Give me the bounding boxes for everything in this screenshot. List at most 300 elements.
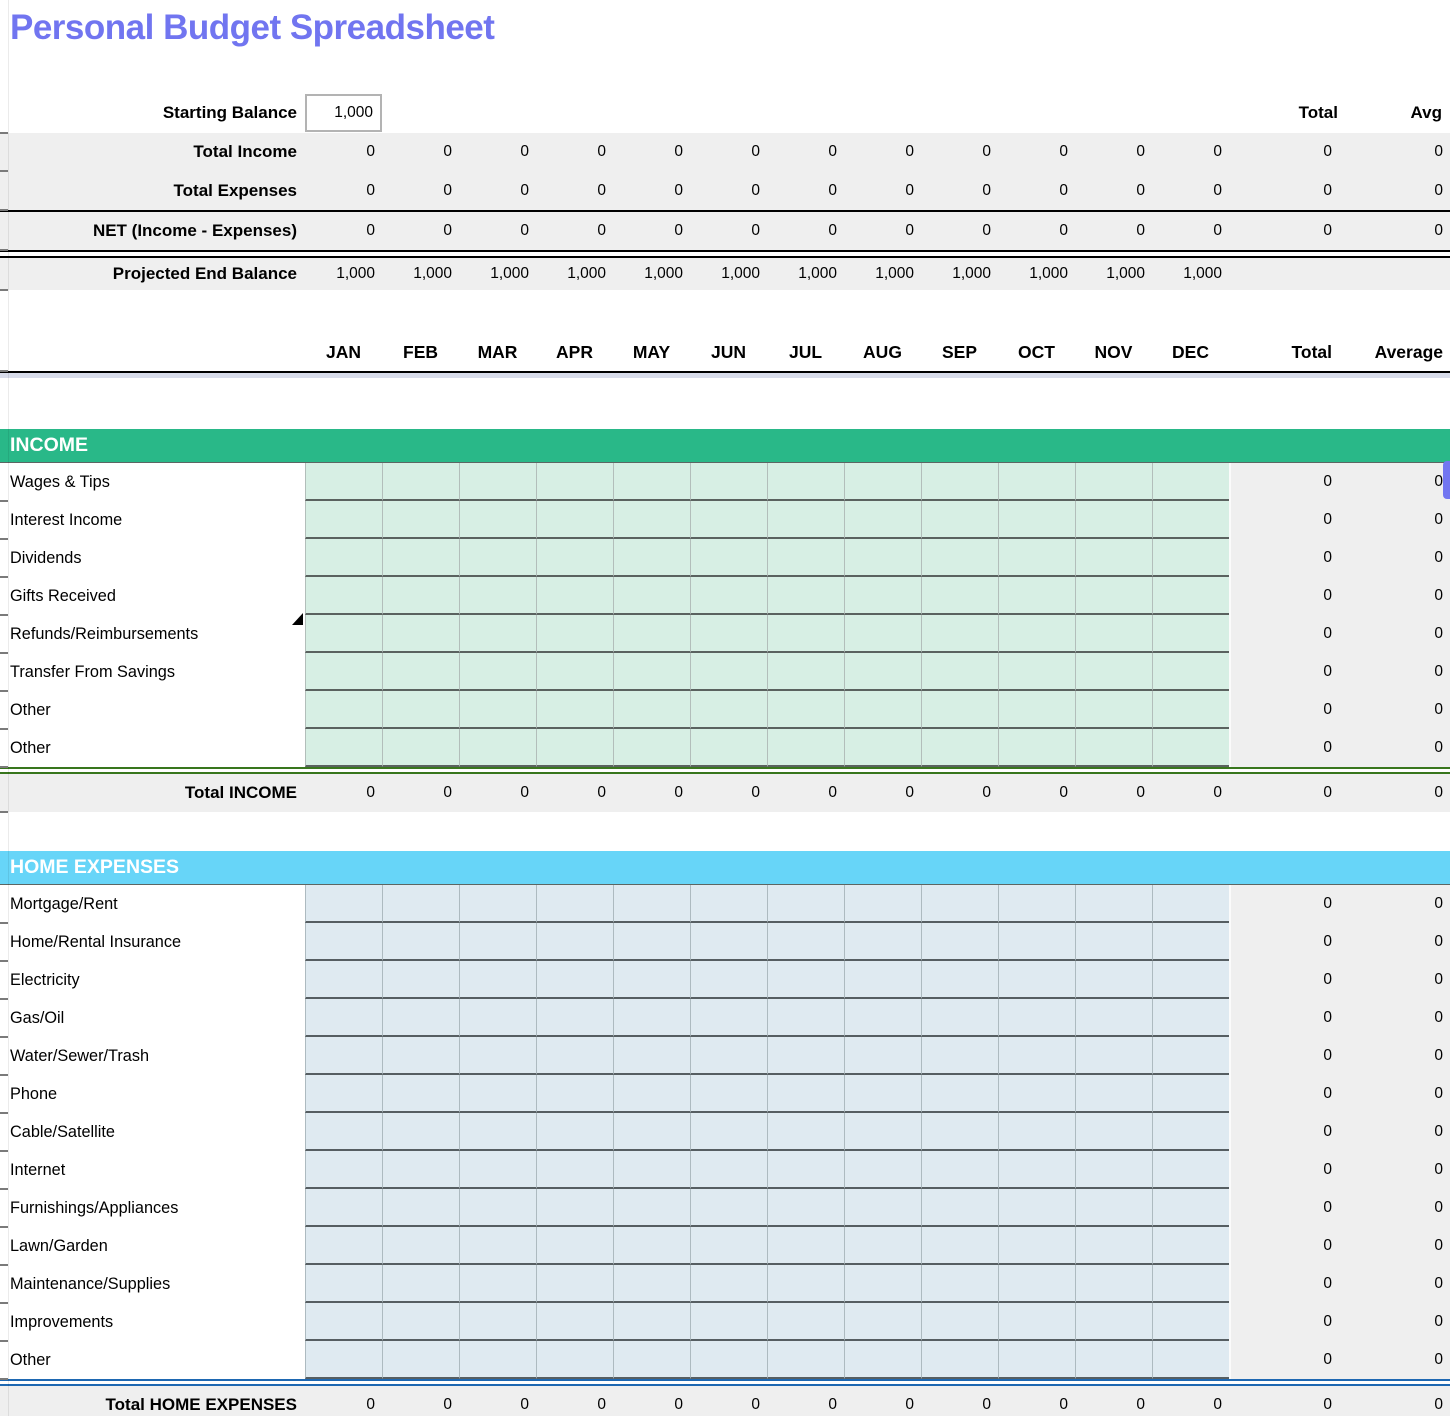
total-expenses-value-jun[interactable]: 0 xyxy=(751,181,760,199)
income-row-5-cell-mar[interactable] xyxy=(459,653,536,691)
total-expenses-value-mar[interactable]: 0 xyxy=(520,181,529,199)
income-row-1-cell-dec[interactable] xyxy=(1152,501,1229,539)
home-row-4-cell-sep[interactable] xyxy=(921,1037,998,1075)
income-row-0-label[interactable]: Wages & Tips xyxy=(0,463,305,501)
income-row-6-cell-nov[interactable] xyxy=(1075,691,1152,729)
home-row-11-cell-dec[interactable] xyxy=(1152,1303,1229,1341)
home-row-8-cell-jan[interactable] xyxy=(305,1189,382,1227)
home-row-7-cell-apr[interactable] xyxy=(536,1151,613,1189)
income-row-7-label[interactable]: Other xyxy=(0,729,305,767)
income-row-2-cell-jan[interactable] xyxy=(305,539,382,577)
home-row-2-cell-sep[interactable] xyxy=(921,961,998,999)
home-row-1-cell-sep[interactable] xyxy=(921,923,998,961)
home-row-2-cell-feb[interactable] xyxy=(382,961,459,999)
home-row-5-label[interactable]: Phone xyxy=(0,1075,305,1113)
income-row-4-label[interactable]: Refunds/Reimbursements xyxy=(0,615,305,653)
home-row-3-cell-may[interactable] xyxy=(613,999,690,1037)
home-row-3-label[interactable]: Gas/Oil xyxy=(0,999,305,1037)
home-row-3-cell-jan[interactable] xyxy=(305,999,382,1037)
net-value-jun[interactable]: 0 xyxy=(751,222,760,239)
home-row-4-cell-dec[interactable] xyxy=(1152,1037,1229,1075)
home-row-2-label[interactable]: Electricity xyxy=(0,961,305,999)
income-total-apr[interactable]: 0 xyxy=(597,784,606,801)
home-row-9-cell-apr[interactable] xyxy=(536,1227,613,1265)
income-row-4-cell-apr[interactable] xyxy=(536,615,613,653)
total-expenses-value-may[interactable]: 0 xyxy=(674,181,683,199)
home-row-7-cell-jan[interactable] xyxy=(305,1151,382,1189)
income-row-2-cell-dec[interactable] xyxy=(1152,539,1229,577)
income-row-5-cell-apr[interactable] xyxy=(536,653,613,691)
income-row-6-avg[interactable]: 0 xyxy=(1346,691,1450,729)
home-row-6-cell-jun[interactable] xyxy=(690,1113,767,1151)
home-row-12-cell-nov[interactable] xyxy=(1075,1341,1152,1379)
income-total-may[interactable]: 0 xyxy=(674,784,683,801)
net-value-may[interactable]: 0 xyxy=(674,222,683,239)
income-row-3-cell-oct[interactable] xyxy=(998,577,1075,615)
home-row-12-label[interactable]: Other xyxy=(0,1341,305,1379)
home-total-oct[interactable]: 0 xyxy=(1059,1396,1068,1413)
total-expenses-avg[interactable]: 0 xyxy=(1434,181,1443,199)
home-row-9-cell-dec[interactable] xyxy=(1152,1227,1229,1265)
income-total-dec[interactable]: 0 xyxy=(1213,784,1222,801)
home-row-1-cell-nov[interactable] xyxy=(1075,923,1152,961)
total-expenses-value-oct[interactable]: 0 xyxy=(1059,181,1068,199)
total-expenses-value-dec[interactable]: 0 xyxy=(1213,181,1222,199)
home-row-5-total[interactable]: 0 xyxy=(1229,1075,1346,1113)
income-row-7-cell-dec[interactable] xyxy=(1152,729,1229,767)
income-row-5-cell-feb[interactable] xyxy=(382,653,459,691)
home-total-jul[interactable]: 0 xyxy=(828,1396,837,1413)
income-row-7-cell-jul[interactable] xyxy=(767,729,844,767)
projected-end-balance-value-may[interactable]: 1,000 xyxy=(644,265,683,282)
home-row-8-cell-feb[interactable] xyxy=(382,1189,459,1227)
total-income-value-jan[interactable]: 0 xyxy=(366,143,375,160)
income-row-6-cell-apr[interactable] xyxy=(536,691,613,729)
home-row-11-cell-feb[interactable] xyxy=(382,1303,459,1341)
income-row-2-cell-jul[interactable] xyxy=(767,539,844,577)
income-row-2-cell-sep[interactable] xyxy=(921,539,998,577)
income-row-1-cell-jun[interactable] xyxy=(690,501,767,539)
income-row-3-cell-apr[interactable] xyxy=(536,577,613,615)
home-total-jan[interactable]: 0 xyxy=(366,1396,375,1413)
income-row-0-total[interactable]: 0 xyxy=(1229,463,1346,501)
income-total-jul[interactable]: 0 xyxy=(828,784,837,801)
home-row-7-cell-nov[interactable] xyxy=(1075,1151,1152,1189)
income-row-7-cell-feb[interactable] xyxy=(382,729,459,767)
home-row-1-total[interactable]: 0 xyxy=(1229,923,1346,961)
home-row-7-total[interactable]: 0 xyxy=(1229,1151,1346,1189)
home-row-3-total[interactable]: 0 xyxy=(1229,999,1346,1037)
home-row-4-cell-feb[interactable] xyxy=(382,1037,459,1075)
home-row-9-cell-mar[interactable] xyxy=(459,1227,536,1265)
home-row-0-cell-aug[interactable] xyxy=(844,885,921,923)
home-row-4-cell-mar[interactable] xyxy=(459,1037,536,1075)
home-row-6-cell-jan[interactable] xyxy=(305,1113,382,1151)
home-row-1-cell-jul[interactable] xyxy=(767,923,844,961)
total-income-value-sep[interactable]: 0 xyxy=(982,143,991,160)
income-row-1-total[interactable]: 0 xyxy=(1229,501,1346,539)
home-row-10-avg[interactable]: 0 xyxy=(1346,1265,1450,1303)
income-row-2-avg[interactable]: 0 xyxy=(1346,539,1450,577)
starting-balance-cell[interactable] xyxy=(305,93,382,133)
home-row-3-cell-oct[interactable] xyxy=(998,999,1075,1037)
income-row-0-cell-dec[interactable] xyxy=(1152,463,1229,501)
home-row-1-cell-may[interactable] xyxy=(613,923,690,961)
income-row-7-cell-nov[interactable] xyxy=(1075,729,1152,767)
total-income-value-jun[interactable]: 0 xyxy=(751,143,760,160)
home-row-5-cell-oct[interactable] xyxy=(998,1075,1075,1113)
home-row-10-label[interactable]: Maintenance/Supplies xyxy=(0,1265,305,1303)
income-row-0-cell-jul[interactable] xyxy=(767,463,844,501)
scrollbar-thumb[interactable] xyxy=(1443,461,1450,499)
income-row-3-cell-jan[interactable] xyxy=(305,577,382,615)
income-total-nov[interactable]: 0 xyxy=(1136,784,1145,801)
home-row-5-cell-dec[interactable] xyxy=(1152,1075,1229,1113)
home-row-1-cell-oct[interactable] xyxy=(998,923,1075,961)
projected-end-balance-value-dec[interactable]: 1,000 xyxy=(1183,265,1222,282)
income-row-3-cell-jul[interactable] xyxy=(767,577,844,615)
home-row-12-cell-jan[interactable] xyxy=(305,1341,382,1379)
home-row-7-cell-mar[interactable] xyxy=(459,1151,536,1189)
income-row-2-cell-feb[interactable] xyxy=(382,539,459,577)
home-row-2-cell-jan[interactable] xyxy=(305,961,382,999)
income-row-3-cell-nov[interactable] xyxy=(1075,577,1152,615)
projected-end-balance-value-apr[interactable]: 1,000 xyxy=(567,265,606,282)
income-row-2-cell-may[interactable] xyxy=(613,539,690,577)
income-row-2-cell-apr[interactable] xyxy=(536,539,613,577)
income-row-1-cell-feb[interactable] xyxy=(382,501,459,539)
starting-balance-input[interactable]: 1,000 xyxy=(305,94,382,132)
income-row-7-cell-mar[interactable] xyxy=(459,729,536,767)
income-grand-avg[interactable]: 0 xyxy=(1434,784,1443,801)
home-row-4-total[interactable]: 0 xyxy=(1229,1037,1346,1075)
home-row-2-cell-jun[interactable] xyxy=(690,961,767,999)
income-row-6-total[interactable]: 0 xyxy=(1229,691,1346,729)
home-row-4-label[interactable]: Water/Sewer/Trash xyxy=(0,1037,305,1075)
income-row-2-cell-aug[interactable] xyxy=(844,539,921,577)
home-row-0-label[interactable]: Mortgage/Rent xyxy=(0,885,305,923)
home-row-12-cell-aug[interactable] xyxy=(844,1341,921,1379)
home-row-10-total[interactable]: 0 xyxy=(1229,1265,1346,1303)
home-row-5-cell-jul[interactable] xyxy=(767,1075,844,1113)
home-row-10-cell-jul[interactable] xyxy=(767,1265,844,1303)
income-row-6-cell-feb[interactable] xyxy=(382,691,459,729)
income-row-6-cell-jan[interactable] xyxy=(305,691,382,729)
income-row-4-total[interactable]: 0 xyxy=(1229,615,1346,653)
home-row-9-cell-nov[interactable] xyxy=(1075,1227,1152,1265)
home-row-0-avg[interactable]: 0 xyxy=(1346,885,1450,923)
income-row-7-cell-jun[interactable] xyxy=(690,729,767,767)
home-row-4-cell-aug[interactable] xyxy=(844,1037,921,1075)
net-value-jul[interactable]: 0 xyxy=(828,222,837,239)
income-row-3-cell-aug[interactable] xyxy=(844,577,921,615)
home-row-0-cell-jun[interactable] xyxy=(690,885,767,923)
home-row-4-cell-nov[interactable] xyxy=(1075,1037,1152,1075)
income-row-6-label[interactable]: Other xyxy=(0,691,305,729)
home-row-8-cell-dec[interactable] xyxy=(1152,1189,1229,1227)
home-row-0-cell-sep[interactable] xyxy=(921,885,998,923)
projected-end-balance-value-jun[interactable]: 1,000 xyxy=(721,265,760,282)
home-total-feb[interactable]: 0 xyxy=(443,1396,452,1413)
home-row-5-cell-mar[interactable] xyxy=(459,1075,536,1113)
income-row-1-cell-jan[interactable] xyxy=(305,501,382,539)
projected-end-balance-avg[interactable] xyxy=(1346,258,1450,290)
home-row-7-cell-jul[interactable] xyxy=(767,1151,844,1189)
income-row-4-cell-feb[interactable] xyxy=(382,615,459,653)
home-row-7-cell-may[interactable] xyxy=(613,1151,690,1189)
home-row-6-cell-aug[interactable] xyxy=(844,1113,921,1151)
income-row-2-cell-oct[interactable] xyxy=(998,539,1075,577)
home-row-7-cell-dec[interactable] xyxy=(1152,1151,1229,1189)
home-row-10-cell-sep[interactable] xyxy=(921,1265,998,1303)
home-row-6-cell-mar[interactable] xyxy=(459,1113,536,1151)
projected-end-balance-value-jan[interactable]: 1,000 xyxy=(336,265,375,282)
total-expenses-value-jan[interactable]: 0 xyxy=(366,181,375,199)
home-row-6-label[interactable]: Cable/Satellite xyxy=(0,1113,305,1151)
home-total-sep[interactable]: 0 xyxy=(982,1396,991,1413)
home-row-3-avg[interactable]: 0 xyxy=(1346,999,1450,1037)
home-row-3-cell-jun[interactable] xyxy=(690,999,767,1037)
home-row-9-label[interactable]: Lawn/Garden xyxy=(0,1227,305,1265)
home-row-4-cell-oct[interactable] xyxy=(998,1037,1075,1075)
total-income-value-may[interactable]: 0 xyxy=(674,143,683,160)
income-row-6-cell-mar[interactable] xyxy=(459,691,536,729)
net-value-jan[interactable]: 0 xyxy=(366,222,375,239)
home-row-12-cell-mar[interactable] xyxy=(459,1341,536,1379)
home-row-8-cell-jun[interactable] xyxy=(690,1189,767,1227)
home-row-5-cell-may[interactable] xyxy=(613,1075,690,1113)
home-row-1-cell-jun[interactable] xyxy=(690,923,767,961)
home-row-12-cell-jul[interactable] xyxy=(767,1341,844,1379)
home-row-7-label[interactable]: Internet xyxy=(0,1151,305,1189)
income-row-5-cell-nov[interactable] xyxy=(1075,653,1152,691)
income-row-1-cell-apr[interactable] xyxy=(536,501,613,539)
income-row-0-cell-mar[interactable] xyxy=(459,463,536,501)
income-row-4-cell-oct[interactable] xyxy=(998,615,1075,653)
home-row-12-cell-jun[interactable] xyxy=(690,1341,767,1379)
income-grand-total[interactable]: 0 xyxy=(1323,784,1332,801)
income-row-4-cell-may[interactable] xyxy=(613,615,690,653)
home-row-4-cell-apr[interactable] xyxy=(536,1037,613,1075)
home-row-0-cell-mar[interactable] xyxy=(459,885,536,923)
income-row-7-cell-sep[interactable] xyxy=(921,729,998,767)
income-row-6-cell-aug[interactable] xyxy=(844,691,921,729)
income-row-4-cell-dec[interactable] xyxy=(1152,615,1229,653)
home-row-7-cell-feb[interactable] xyxy=(382,1151,459,1189)
income-row-6-cell-may[interactable] xyxy=(613,691,690,729)
home-row-7-avg[interactable]: 0 xyxy=(1346,1151,1450,1189)
income-row-1-cell-aug[interactable] xyxy=(844,501,921,539)
income-row-3-cell-jun[interactable] xyxy=(690,577,767,615)
home-row-3-cell-apr[interactable] xyxy=(536,999,613,1037)
home-row-11-cell-may[interactable] xyxy=(613,1303,690,1341)
income-row-5-cell-dec[interactable] xyxy=(1152,653,1229,691)
home-row-1-label[interactable]: Home/Rental Insurance xyxy=(0,923,305,961)
net-value-feb[interactable]: 0 xyxy=(443,222,452,239)
income-row-0-cell-may[interactable] xyxy=(613,463,690,501)
income-row-5-cell-may[interactable] xyxy=(613,653,690,691)
home-row-12-cell-oct[interactable] xyxy=(998,1341,1075,1379)
home-row-4-avg[interactable]: 0 xyxy=(1346,1037,1450,1075)
home-row-11-cell-jun[interactable] xyxy=(690,1303,767,1341)
home-row-8-cell-mar[interactable] xyxy=(459,1189,536,1227)
income-total-mar[interactable]: 0 xyxy=(520,784,529,801)
home-row-0-cell-may[interactable] xyxy=(613,885,690,923)
home-row-10-cell-feb[interactable] xyxy=(382,1265,459,1303)
home-row-3-cell-jul[interactable] xyxy=(767,999,844,1037)
home-row-12-cell-dec[interactable] xyxy=(1152,1341,1229,1379)
income-row-4-cell-jun[interactable] xyxy=(690,615,767,653)
home-row-7-cell-jun[interactable] xyxy=(690,1151,767,1189)
home-row-11-cell-aug[interactable] xyxy=(844,1303,921,1341)
home-row-11-label[interactable]: Improvements xyxy=(0,1303,305,1341)
income-row-1-cell-jul[interactable] xyxy=(767,501,844,539)
home-row-12-total[interactable]: 0 xyxy=(1229,1341,1346,1379)
income-row-4-cell-jan[interactable] xyxy=(305,615,382,653)
home-row-2-avg[interactable]: 0 xyxy=(1346,961,1450,999)
income-row-6-cell-sep[interactable] xyxy=(921,691,998,729)
income-row-7-cell-oct[interactable] xyxy=(998,729,1075,767)
income-row-3-cell-dec[interactable] xyxy=(1152,577,1229,615)
home-grand-avg[interactable]: 0 xyxy=(1434,1396,1443,1413)
income-row-6-cell-jul[interactable] xyxy=(767,691,844,729)
income-row-0-cell-jan[interactable] xyxy=(305,463,382,501)
home-total-may[interactable]: 0 xyxy=(674,1396,683,1413)
home-grand-total[interactable]: 0 xyxy=(1323,1396,1332,1413)
home-total-jun[interactable]: 0 xyxy=(751,1396,760,1413)
home-total-apr[interactable]: 0 xyxy=(597,1396,606,1413)
home-row-11-cell-jul[interactable] xyxy=(767,1303,844,1341)
home-row-12-cell-apr[interactable] xyxy=(536,1341,613,1379)
total-income-value-aug[interactable]: 0 xyxy=(905,143,914,160)
income-row-2-total[interactable]: 0 xyxy=(1229,539,1346,577)
projected-end-balance-value-sep[interactable]: 1,000 xyxy=(952,265,991,282)
home-row-8-cell-sep[interactable] xyxy=(921,1189,998,1227)
home-row-8-cell-nov[interactable] xyxy=(1075,1189,1152,1227)
home-row-5-cell-aug[interactable] xyxy=(844,1075,921,1113)
income-row-6-cell-jun[interactable] xyxy=(690,691,767,729)
home-row-9-avg[interactable]: 0 xyxy=(1346,1227,1450,1265)
home-row-5-cell-sep[interactable] xyxy=(921,1075,998,1113)
home-row-3-cell-sep[interactable] xyxy=(921,999,998,1037)
home-row-11-cell-nov[interactable] xyxy=(1075,1303,1152,1341)
income-row-4-cell-sep[interactable] xyxy=(921,615,998,653)
income-row-1-cell-sep[interactable] xyxy=(921,501,998,539)
home-row-12-cell-sep[interactable] xyxy=(921,1341,998,1379)
home-row-11-total[interactable]: 0 xyxy=(1229,1303,1346,1341)
home-row-10-cell-oct[interactable] xyxy=(998,1265,1075,1303)
total-expenses-total[interactable]: 0 xyxy=(1323,181,1332,199)
income-row-5-cell-jan[interactable] xyxy=(305,653,382,691)
home-row-10-cell-nov[interactable] xyxy=(1075,1265,1152,1303)
income-row-3-cell-sep[interactable] xyxy=(921,577,998,615)
home-row-8-avg[interactable]: 0 xyxy=(1346,1189,1450,1227)
income-row-0-avg[interactable]: 0 xyxy=(1346,463,1450,501)
home-row-9-cell-feb[interactable] xyxy=(382,1227,459,1265)
home-row-10-cell-mar[interactable] xyxy=(459,1265,536,1303)
home-row-11-cell-oct[interactable] xyxy=(998,1303,1075,1341)
total-income-total[interactable]: 0 xyxy=(1323,143,1332,160)
home-row-10-cell-jun[interactable] xyxy=(690,1265,767,1303)
home-row-8-cell-jul[interactable] xyxy=(767,1189,844,1227)
income-row-3-total[interactable]: 0 xyxy=(1229,577,1346,615)
home-row-0-cell-apr[interactable] xyxy=(536,885,613,923)
income-row-5-cell-aug[interactable] xyxy=(844,653,921,691)
projected-end-balance-total[interactable] xyxy=(1229,258,1346,290)
income-row-5-avg[interactable]: 0 xyxy=(1346,653,1450,691)
net-total[interactable]: 0 xyxy=(1323,222,1332,239)
home-total-dec[interactable]: 0 xyxy=(1213,1396,1222,1413)
income-row-1-avg[interactable]: 0 xyxy=(1346,501,1450,539)
income-row-4-cell-mar[interactable] xyxy=(459,615,536,653)
home-row-0-cell-feb[interactable] xyxy=(382,885,459,923)
total-expenses-value-sep[interactable]: 0 xyxy=(982,181,991,199)
income-row-5-cell-jun[interactable] xyxy=(690,653,767,691)
home-row-10-cell-aug[interactable] xyxy=(844,1265,921,1303)
income-row-2-cell-mar[interactable] xyxy=(459,539,536,577)
home-row-0-cell-nov[interactable] xyxy=(1075,885,1152,923)
home-row-5-cell-jun[interactable] xyxy=(690,1075,767,1113)
home-row-3-cell-mar[interactable] xyxy=(459,999,536,1037)
net-value-aug[interactable]: 0 xyxy=(905,222,914,239)
home-row-6-cell-jul[interactable] xyxy=(767,1113,844,1151)
home-row-6-total[interactable]: 0 xyxy=(1229,1113,1346,1151)
income-row-4-avg[interactable]: 0 xyxy=(1346,615,1450,653)
income-row-2-label[interactable]: Dividends xyxy=(0,539,305,577)
home-row-10-cell-dec[interactable] xyxy=(1152,1265,1229,1303)
income-row-0-cell-feb[interactable] xyxy=(382,463,459,501)
home-row-8-label[interactable]: Furnishings/Appliances xyxy=(0,1189,305,1227)
home-row-8-cell-apr[interactable] xyxy=(536,1189,613,1227)
income-row-2-cell-jun[interactable] xyxy=(690,539,767,577)
home-row-8-total[interactable]: 0 xyxy=(1229,1189,1346,1227)
income-row-3-label[interactable]: Gifts Received xyxy=(0,577,305,615)
home-row-12-cell-may[interactable] xyxy=(613,1341,690,1379)
home-row-2-cell-nov[interactable] xyxy=(1075,961,1152,999)
home-row-1-avg[interactable]: 0 xyxy=(1346,923,1450,961)
income-row-3-cell-feb[interactable] xyxy=(382,577,459,615)
home-total-aug[interactable]: 0 xyxy=(905,1396,914,1413)
total-income-value-mar[interactable]: 0 xyxy=(520,143,529,160)
total-expenses-value-aug[interactable]: 0 xyxy=(905,181,914,199)
home-row-2-cell-mar[interactable] xyxy=(459,961,536,999)
home-row-2-total[interactable]: 0 xyxy=(1229,961,1346,999)
home-row-11-avg[interactable]: 0 xyxy=(1346,1303,1450,1341)
home-row-2-cell-oct[interactable] xyxy=(998,961,1075,999)
income-row-7-cell-apr[interactable] xyxy=(536,729,613,767)
home-row-0-cell-jan[interactable] xyxy=(305,885,382,923)
income-row-7-cell-jan[interactable] xyxy=(305,729,382,767)
total-income-value-nov[interactable]: 0 xyxy=(1136,143,1145,160)
home-row-1-cell-apr[interactable] xyxy=(536,923,613,961)
home-row-12-cell-feb[interactable] xyxy=(382,1341,459,1379)
home-row-11-cell-sep[interactable] xyxy=(921,1303,998,1341)
total-expenses-value-feb[interactable]: 0 xyxy=(443,181,452,199)
total-expenses-value-jul[interactable]: 0 xyxy=(828,181,837,199)
home-row-11-cell-apr[interactable] xyxy=(536,1303,613,1341)
home-row-2-cell-dec[interactable] xyxy=(1152,961,1229,999)
home-row-10-cell-jan[interactable] xyxy=(305,1265,382,1303)
projected-end-balance-value-aug[interactable]: 1,000 xyxy=(875,265,914,282)
home-row-1-cell-dec[interactable] xyxy=(1152,923,1229,961)
projected-end-balance-value-nov[interactable]: 1,000 xyxy=(1106,265,1145,282)
home-row-9-cell-jan[interactable] xyxy=(305,1227,382,1265)
income-row-6-cell-dec[interactable] xyxy=(1152,691,1229,729)
income-total-jan[interactable]: 0 xyxy=(366,784,375,801)
total-income-value-jul[interactable]: 0 xyxy=(828,143,837,160)
home-row-1-cell-jan[interactable] xyxy=(305,923,382,961)
income-row-1-cell-oct[interactable] xyxy=(998,501,1075,539)
